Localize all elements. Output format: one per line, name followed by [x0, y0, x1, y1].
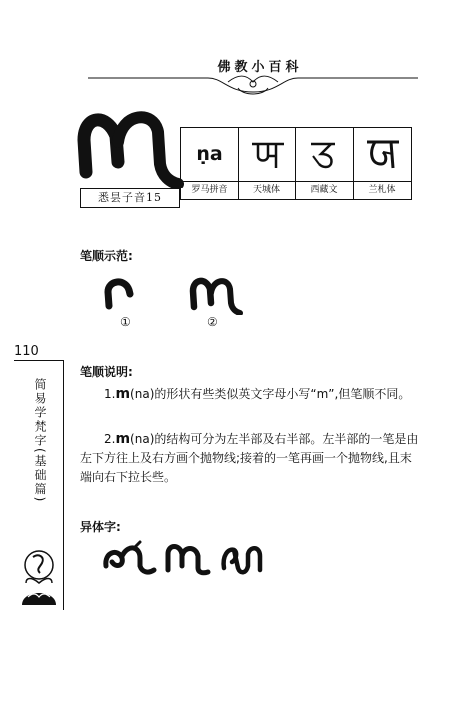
explanation-paragraph-2: [80, 430, 420, 487]
variants-heading: 异体字:: [80, 520, 121, 534]
roman-text: ṇa: [196, 143, 223, 165]
script-label: 兰札体: [353, 181, 411, 199]
variant-glyph-1: [100, 540, 160, 580]
explanation-heading: 笔顺说明:: [80, 365, 133, 379]
lotus-emblem-icon: [18, 547, 60, 613]
inline-na-glyph: m: [115, 431, 131, 447]
explanation-paragraph-1: [80, 385, 420, 404]
variant-glyph-2: [162, 540, 212, 580]
item-number: 2.: [104, 432, 116, 446]
book-title: 简易学梵字(基础篇): [33, 378, 47, 504]
script-label: 天城体: [238, 181, 295, 199]
stroke-order-heading: 笔顺示范:: [80, 249, 133, 263]
script-cell-tibetan: [295, 128, 354, 199]
stroke-step-1-label: ①: [120, 315, 131, 329]
script-label: 西藏文: [295, 181, 353, 199]
header-title: 佛教小百科: [217, 60, 303, 75]
romanization: (na): [130, 432, 155, 446]
glyph-caption: 悉昙子音15: [80, 188, 180, 208]
stroke-step-2-label: ②: [207, 315, 218, 329]
romanization: (na): [130, 387, 155, 401]
margin-rule-vertical: [63, 360, 64, 610]
script-cell-lantsa: [353, 128, 411, 199]
script-comparison-table: [180, 127, 412, 200]
inline-na-glyph: m: [115, 386, 131, 402]
stroke-step-1-glyph: [103, 276, 143, 310]
margin-rule-horizontal: [14, 360, 64, 361]
item-number: 1.: [104, 387, 116, 401]
script-cell-devanagari: [238, 128, 296, 199]
tibetan-na-glyph: [295, 134, 353, 176]
variant-glyph-3: [218, 540, 270, 580]
devanagari-na-glyph: [238, 134, 295, 176]
script-cell-roman: [181, 128, 239, 199]
paragraph-text: 的形状有些类似英文字母小写“m”,但笔顺不同。: [154, 387, 411, 401]
siddham-na-large-glyph: [74, 102, 184, 188]
page-number: 110: [14, 344, 39, 359]
stroke-step-2-glyph: [188, 273, 244, 315]
lantsa-na-glyph: [353, 134, 411, 176]
paragraph-text: 的结构可分为左半部及右半部。左半部的一笔是由左下方往上及右方画个抛物线;接着的一笔再画一个抛物线,且末端向右下拉长些。: [80, 432, 419, 484]
script-label: 罗马拼音: [181, 181, 238, 199]
header-ornament: [88, 70, 418, 100]
